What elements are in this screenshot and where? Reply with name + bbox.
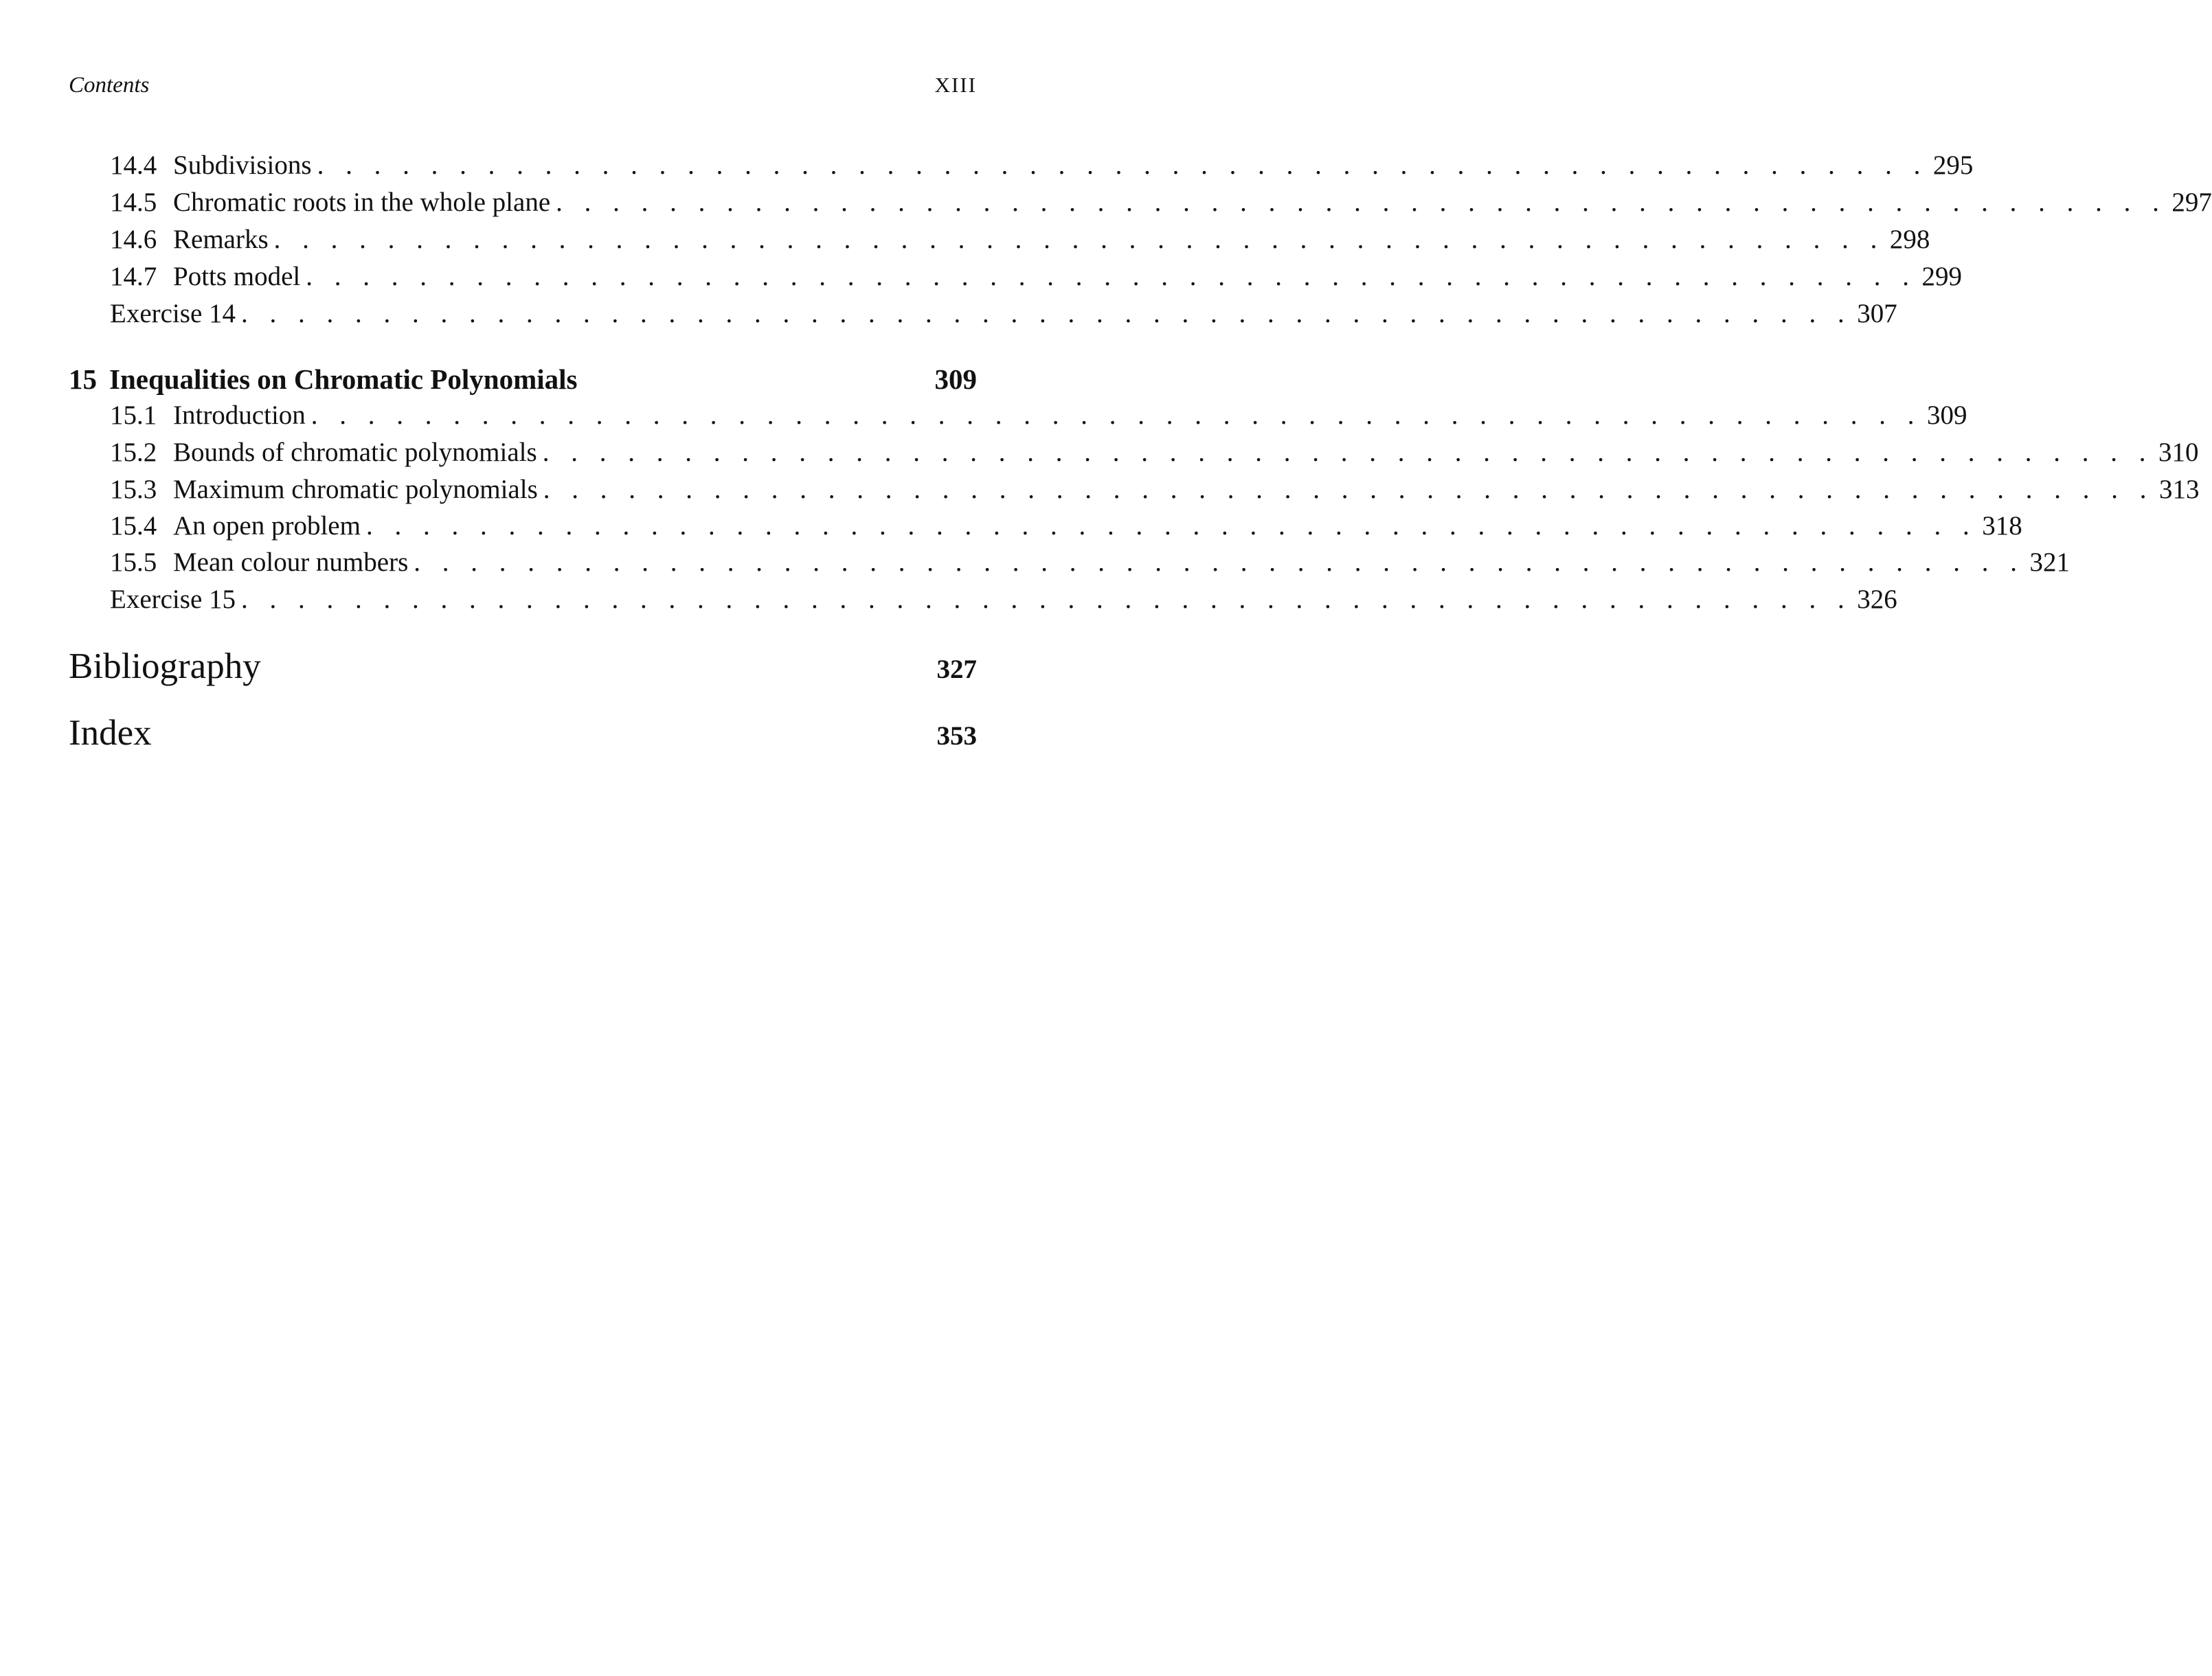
section-number: 14.7 — [110, 262, 157, 291]
dot-leader: . . . . . . . . . . . . . . . . . . . . . . . . . . . . . . . . . . . . . . . . . . . . . . . . . . . . . . . . . — [365, 511, 1977, 541]
toc-index[interactable] — [69, 712, 977, 756]
section-page: 326 — [1857, 585, 1897, 614]
toc-entry-15-3[interactable] — [110, 474, 2200, 508]
dot-leader: . . . . . . . . . . . . . . . . . . . . . . . . . . . . . . . . . . . . . . . . . . . . . . . . . . . . . . . . . — [241, 299, 1852, 328]
section-title: Potts model — [173, 262, 301, 291]
toc-entry-14-4[interactable] — [110, 150, 1974, 184]
section-title: Subdivisions — [173, 150, 312, 180]
section-page: 318 — [1982, 511, 2022, 541]
section-number: 14.6 — [110, 225, 157, 254]
dot-leader: . . . . . . . . . . . . . . . . . . . . . . . . . . . . . . . . . . . . . . . . . . . . . . . . . . . . . . . . . — [556, 188, 2167, 217]
section-page: 321 — [2029, 547, 2070, 577]
section-page: 298 — [1889, 225, 1930, 254]
chapter-page: 309 — [934, 363, 977, 395]
section-page: 309 — [1927, 400, 1967, 430]
section-page: 299 — [1921, 262, 1963, 291]
toc-entry-15-4[interactable] — [110, 510, 2022, 545]
section-number: 15.4 — [110, 511, 157, 541]
dot-leader: . . . . . . . . . . . . . . . . . . . . . . . . . . . . . . . . . . . . . . . . . . . . . . . . . . . . . . . . . — [414, 547, 2024, 577]
section-page: 297 — [2171, 188, 2212, 217]
section-page: 313 — [2159, 475, 2200, 504]
section-page: 295 — [1932, 150, 1974, 180]
index-page: 353 — [936, 721, 977, 751]
toc-entry-exercise-14[interactable] — [110, 298, 1897, 332]
index-title: Index — [69, 713, 152, 753]
toc-entry-14-6[interactable] — [110, 224, 1930, 258]
section-number: 15.5 — [110, 547, 157, 577]
section-number: 15.3 — [110, 475, 157, 504]
section-title: Exercise 15 — [110, 585, 236, 614]
toc-entry-15-5[interactable] — [110, 547, 2070, 581]
running-head — [69, 71, 977, 99]
section-number: 14.4 — [110, 150, 157, 180]
dot-leader: . . . . . . . . . . . . . . . . . . . . . . . . . . . . . . . . . . . . . . . . . . . . . . . . . . . . . . . . . — [542, 438, 2154, 467]
running-head-page-number: XIII — [934, 73, 977, 97]
toc-entry-14-7[interactable] — [110, 261, 1963, 295]
dot-leader: . . . . . . . . . . . . . . . . . . . . . . . . . . . . . . . . . . . . . . . . . . . . . . . . . . . . . . . . . — [241, 585, 1852, 614]
chapter-number: 15 — [69, 363, 97, 395]
section-title: Mean colour numbers — [173, 547, 409, 577]
chapter-title: Inequalities on Chromatic Polynomials — [109, 363, 578, 395]
section-title: Bounds of chromatic polynomials — [173, 438, 537, 467]
dot-leader: . . . . . . . . . . . . . . . . . . . . . . . . . . . . . . . . . . . . . . . . . . . . . . . . . . . . . . . . . — [273, 225, 1885, 254]
section-page: 310 — [2158, 438, 2199, 467]
toc-entry-14-5[interactable] — [110, 187, 2212, 221]
dot-leader: . . . . . . . . . . . . . . . . . . . . . . . . . . . . . . . . . . . . . . . . . . . . . . . . . . . . . . . . . — [543, 475, 2154, 504]
section-title: Chromatic roots in the whole plane — [173, 188, 551, 217]
chapter-heading — [69, 363, 578, 396]
dot-leader: . . . . . . . . . . . . . . . . . . . . . . . . . . . . . . . . . . . . . . . . . . . . . . . . . . . . . . . . . — [311, 400, 1922, 430]
bibliography-page: 327 — [936, 655, 977, 684]
bibliography-title: Bibliography — [69, 646, 261, 686]
section-title: Exercise 14 — [110, 299, 236, 328]
section-title: Remarks — [173, 225, 269, 254]
section-number: 15.2 — [110, 438, 157, 467]
toc-entry-exercise-15[interactable] — [110, 584, 1897, 618]
dot-leader: . . . . . . . . . . . . . . . . . . . . . . . . . . . . . . . . . . . . . . . . . . . . . . . . . . . . . . . . . — [306, 262, 1917, 291]
section-number: 14.5 — [110, 188, 157, 217]
section-page: 307 — [1857, 299, 1897, 328]
toc-bibliography[interactable] — [69, 646, 977, 690]
dot-leader: . . . . . . . . . . . . . . . . . . . . . . . . . . . . . . . . . . . . . . . . . . . . . . . . . . . . . . . . . — [317, 150, 1928, 180]
toc-chapter-15[interactable] — [69, 363, 977, 397]
toc-entry-15-2[interactable] — [110, 437, 2199, 471]
toc-entry-15-1[interactable] — [110, 400, 1967, 434]
section-number: 15.1 — [110, 400, 157, 430]
running-head-title: Contents — [69, 72, 150, 98]
section-title: Introduction — [173, 400, 306, 430]
section-title: An open problem — [173, 511, 361, 541]
section-title: Maximum chromatic polynomials — [173, 475, 538, 504]
